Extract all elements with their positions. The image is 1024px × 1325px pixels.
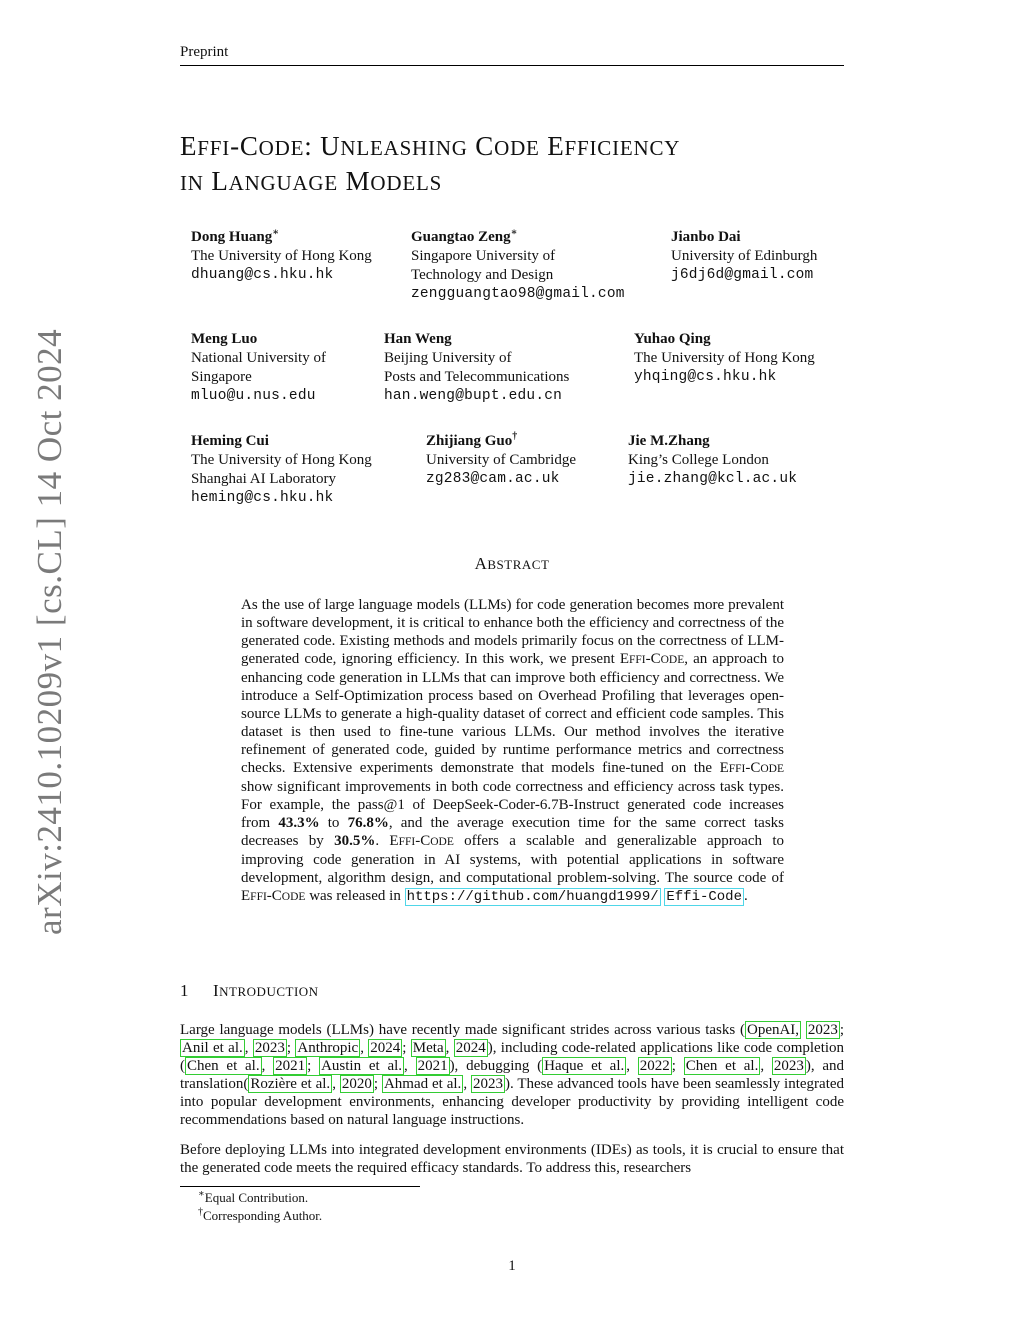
author-email[interactable]: yhqing@cs.hku.hk: [634, 369, 777, 385]
abstract-body: As the use of large language models (LLMs) for code generation becomes more prevalent in software development, it is critical to enhance both the efficiency and correctness of the generated code. Existing methods and models primarily focus on the correctness of LLM-generated code, ignoring efficiency. In this work, we present EFFI-CODE, an approach to enhancing code generation in LLMs that can improve both efficiency and correctness. We introduce a Self-Optimization process based on Overhead Profiling that leverages open-source LLMs to generate a high-quality dataset of correct and efficient code samples. This dataset is then used to fine-tune various LLMs. Our method involves the iterative refinement of generated code, guided by runtime performance metrics and correctness checks. Extensive experiments demonstrate that models fine-tuned on the EFFI-CODE show significant improvements in both code correctness and efficiency across task types. For example, the pass@1 of DeepSeek-Coder-6.7B-Instruct generated code increases from 43.3% to 76.8%, and the average execution time for the same correct tasks decreases by 30.5%. EFFI-CODE offers a scalable and generalizable approach to improving code generation in AI systems, with potential applications in software development, algorithm design, and computational problem-solving. The source code of EFFI-CODE was released in https://github.com/huangd1999/ Effi-Code .: [241, 597, 785, 905]
author-block: [191, 228, 372, 285]
author-block: [191, 330, 326, 406]
section-number: 1: [180, 981, 189, 1000]
title-part: FFI: [197, 136, 231, 160]
citation-link[interactable]: Anil et al.: [182, 1040, 243, 1056]
title-part: L: [203, 166, 229, 196]
citation-link[interactable]: Haque et al.: [544, 1058, 625, 1074]
author-block: [634, 330, 815, 387]
author-email[interactable]: heming@cs.hku.hk: [191, 490, 334, 506]
title-part: FFICIENCY: [564, 136, 681, 160]
arxiv-identifier[interactable]: arXiv:2410.10209v1 [cs.CL] 14 Oct 2024: [30, 328, 69, 935]
author-block: [426, 432, 576, 489]
citation-link[interactable]: 2023: [807, 1022, 838, 1038]
github-link[interactable]: https://github.com/huangd1999/: [406, 889, 659, 905]
running-header: Preprint: [180, 44, 229, 60]
title-part: -C: [230, 131, 259, 161]
github-link-continued[interactable]: Effi-Code: [666, 889, 742, 905]
author-affiliation: Beijing University of: [384, 350, 512, 366]
author-affiliation: University of Edinburgh: [671, 248, 818, 264]
citation-link[interactable]: OpenAI,: [746, 1022, 800, 1038]
citation-link[interactable]: 2023: [254, 1040, 285, 1056]
author-block: [628, 432, 797, 489]
author-email[interactable]: jie.zhang@kcl.ac.uk: [628, 471, 798, 487]
title-part: E: [180, 131, 198, 161]
citation-link[interactable]: 2024: [370, 1040, 401, 1056]
title-part: : U: [304, 131, 341, 161]
citation-link[interactable]: 2023: [472, 1076, 503, 1092]
title-part: ANGUAGE: [228, 171, 339, 195]
title-part: M: [338, 166, 371, 196]
author-name: Yuhao Qing: [634, 331, 711, 347]
author-email[interactable]: mluo@u.nus.edu: [191, 388, 316, 404]
title-line-2: [180, 165, 680, 200]
author-name: Dong Huang∗: [191, 227, 280, 245]
citation-link[interactable]: Ahmad et al.: [383, 1076, 462, 1092]
author-name: Meng Luo: [191, 331, 258, 347]
title-part: E: [539, 131, 565, 161]
footnote: †Corresponding Author.: [198, 1206, 323, 1223]
author-affiliation: The University of Hong Kong: [191, 248, 372, 264]
author-name: Guangtao Zeng∗: [411, 227, 518, 245]
author-name: Heming Cui: [191, 433, 269, 449]
author-email[interactable]: dhuang@cs.hku.hk: [191, 267, 334, 283]
author-email[interactable]: j6dj6d@gmail.com: [671, 267, 814, 283]
author-block: [191, 432, 372, 508]
author-affiliation: Singapore University of: [411, 248, 556, 264]
author-block: [411, 228, 625, 304]
header-rule: [180, 65, 844, 66]
title-part: NLEASHING: [340, 136, 468, 160]
footnote-rule: [180, 1186, 420, 1187]
citation-link[interactable]: 2024: [455, 1040, 486, 1056]
author-name: Zhijiang Guo†: [426, 431, 518, 449]
author-affiliation: King’s College London: [628, 452, 769, 468]
abstract-heading: ABSTRACT: [474, 554, 550, 573]
section-title: INTRODUCTION: [213, 981, 319, 1000]
citation-link[interactable]: 2021: [417, 1058, 448, 1074]
title-part: ODE: [494, 136, 540, 160]
title-part: ODE: [258, 136, 305, 160]
author-affiliation: Posts and Telecommunications: [384, 369, 570, 385]
title-part: ODELS: [370, 171, 443, 195]
footnote: ∗Equal Contribution.: [198, 1188, 309, 1205]
page-number: 1: [508, 1258, 516, 1274]
citation-link[interactable]: Meta: [412, 1040, 444, 1056]
citation-link[interactable]: Rozière et al.: [250, 1076, 331, 1092]
author-block: [671, 228, 817, 285]
author-affiliation: University of Cambridge: [426, 452, 576, 468]
author-affiliation: National University of: [191, 350, 326, 366]
author-email[interactable]: zg283@cam.ac.uk: [426, 471, 560, 487]
citation-link[interactable]: Anthropic: [297, 1040, 359, 1056]
author-name: Han Weng: [384, 331, 452, 347]
author-email[interactable]: zengguangtao98@gmail.com: [411, 286, 625, 302]
citation-link[interactable]: 2023: [773, 1058, 804, 1074]
intro-paragraph-2: Before deploying LLMs into integrated development environments (IDEs) as tools, it is crucial to ensure that the generated code meets the required efficacy standards. To address this, researchers: [180, 1142, 844, 1176]
title-part: C: [467, 131, 495, 161]
citation-link[interactable]: Austin et al.: [321, 1058, 403, 1074]
author-affiliation: The University of Hong Kong: [634, 350, 815, 366]
citation-link[interactable]: Chen et al.: [685, 1058, 759, 1074]
author-affiliation: The University of Hong Kong: [191, 452, 372, 468]
author-block: [384, 330, 569, 406]
author-name: Jie M.Zhang: [628, 433, 710, 449]
title-line-1: [180, 130, 680, 165]
title-part: IN: [180, 171, 204, 195]
citation-link[interactable]: 2020: [341, 1076, 372, 1092]
author-affiliation: Singapore: [191, 369, 252, 385]
intro-paragraph-1: Large language models (LLMs) have recently made significant strides across various tasks ( OpenAI, 2023 ; Anil et al. , 2023 ; Anthropic , 2024 ; Meta , 2024 ), including code-related applications like code completion ( Chen et al. , 2021 ; Austin et al. , 2021 ), debugging ( Haque et al. , 2022 ; Chen et al. , 2023 ), and translation( Rozière et al. , 2020 ; Ahmad et al. , 2023 ). These advanced tools have been seamlessly integrated into popular development environments, enhancing developer productivity by providing intelligent code recommendations based on natural language instructions.: [180, 1022, 845, 1128]
citation-link[interactable]: 2021: [275, 1058, 306, 1074]
paper-title: [180, 130, 680, 200]
author-affiliation: Shanghai AI Laboratory: [191, 471, 336, 487]
author-name: Jianbo Dai: [671, 229, 741, 245]
author-email[interactable]: han.weng@bupt.edu.cn: [384, 388, 563, 404]
citation-link[interactable]: Chen et al.: [187, 1058, 260, 1074]
author-affiliation: Technology and Design: [411, 267, 554, 283]
citation-link[interactable]: 2022: [639, 1058, 670, 1074]
